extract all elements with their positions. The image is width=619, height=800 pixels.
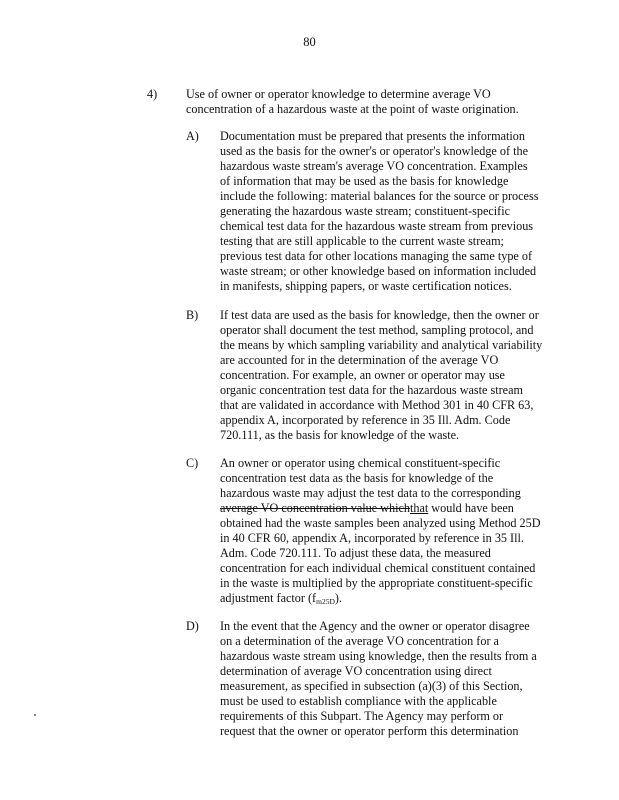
item-a-line: generating the hazardous waste stream; constituent-specific	[220, 204, 511, 218]
deleted-text: average VO concentration value which	[220, 501, 410, 515]
item-a-line: waste stream; or other knowledge based on information included	[220, 264, 537, 278]
inserted-text: that	[409, 501, 429, 515]
item-d-line: on a determination of the average VO concentration for a	[220, 634, 499, 648]
item-a-line: previous test data for other locations managing the same type of	[220, 249, 533, 263]
scan-speck	[34, 714, 36, 716]
item-a-line: hazardous waste stream's average VO concentration. Examples	[220, 159, 528, 173]
item-d-line: measurement, as specified in subsection (a)(3) of this Section,	[220, 679, 523, 693]
item-a-line: in manifests, shipping papers, or waste certification notices.	[220, 279, 512, 293]
item-b-line: 720.111, as the basis for knowledge of the waste.	[220, 428, 460, 442]
item-d-line: must be used to establish compliance with the applicable	[220, 694, 497, 708]
item-a-line: include the following: material balances for the source or process	[220, 189, 539, 203]
item-b-line: If test data are used as the basis for knowledge, then the owner or	[220, 308, 539, 322]
item-d-line: In the event that the Agency and the owner or operator disagree	[220, 619, 530, 633]
item-c-line	[220, 501, 514, 516]
item-c-line: concentration for each individual chemical constituent contained	[220, 561, 536, 575]
item-c-line: An owner or operator using chemical constituent-specific	[220, 456, 501, 470]
item-c-line: obtained had the waste samples been analyzed using Method 25D	[220, 516, 541, 530]
item-b-line: the means by which sampling variability and analytical variability	[220, 338, 543, 352]
item-c-text: would have been	[428, 501, 514, 515]
item-b-line: operator shall document the test method, sampling protocol, and	[220, 323, 534, 337]
item-label-c: C)	[186, 456, 199, 470]
section-heading-line: concentration of a hazardous waste at the point of waste origination.	[186, 102, 519, 116]
item-a-line: Documentation must be prepared that presents the information	[220, 129, 525, 143]
item-a-line: of information that may be used as the basis for knowledge	[220, 174, 509, 188]
item-label-d: D)	[186, 619, 199, 633]
item-a-line: chemical test data for the hazardous waste stream from previous	[220, 219, 534, 233]
item-b-line: are accounted for in the determination of the average VO	[220, 353, 499, 367]
item-d-line: determination of average VO concentration using direct	[220, 664, 492, 678]
section-number: 4)	[147, 87, 158, 101]
item-a-line: testing that are still applicable to the current waste stream;	[220, 234, 504, 248]
item-c-line: hazardous waste may adjust the test data to the corresponding	[220, 486, 521, 500]
section-heading-line: Use of owner or operator knowledge to determine average VO	[186, 87, 491, 101]
item-d-line: hazardous waste stream using knowledge, then the results from a	[220, 649, 537, 663]
subscript: m25D	[316, 597, 335, 606]
item-b-line: concentration. For example, an owner or operator may use	[220, 368, 505, 382]
item-d-line: requirements of this Subpart. The Agency may perform or	[220, 709, 504, 723]
item-label-a: A)	[186, 129, 199, 143]
item-label-b: B)	[186, 308, 199, 322]
page-number: 80	[303, 35, 316, 49]
item-c-line: Adm. Code 720.111. To adjust these data, the measured	[220, 546, 491, 560]
item-c-line: in 40 CFR 60, appendix A, incorporated by reference in 35 Ill.	[220, 531, 524, 545]
item-b-line: organic concentration test data for the hazardous waste stream	[220, 383, 523, 397]
item-d-line: request that the owner or operator perform this determination	[220, 724, 519, 738]
item-c-line: in the waste is multiplied by the appropriate constituent-specific	[220, 576, 533, 590]
item-b-line: that are validated in accordance with Method 301 in 40 CFR 63,	[220, 398, 534, 412]
item-c-line	[220, 591, 342, 609]
item-b-line: appendix A, incorporated by reference in 35 Ill. Adm. Code	[220, 413, 511, 427]
item-c-line: concentration test data as the basis for knowledge of the	[220, 471, 494, 485]
item-c-text: ).	[334, 591, 342, 605]
item-a-line: used as the basis for the owner's or operator's knowledge of the	[220, 144, 528, 158]
item-c-text: adjustment factor (f	[220, 591, 317, 605]
